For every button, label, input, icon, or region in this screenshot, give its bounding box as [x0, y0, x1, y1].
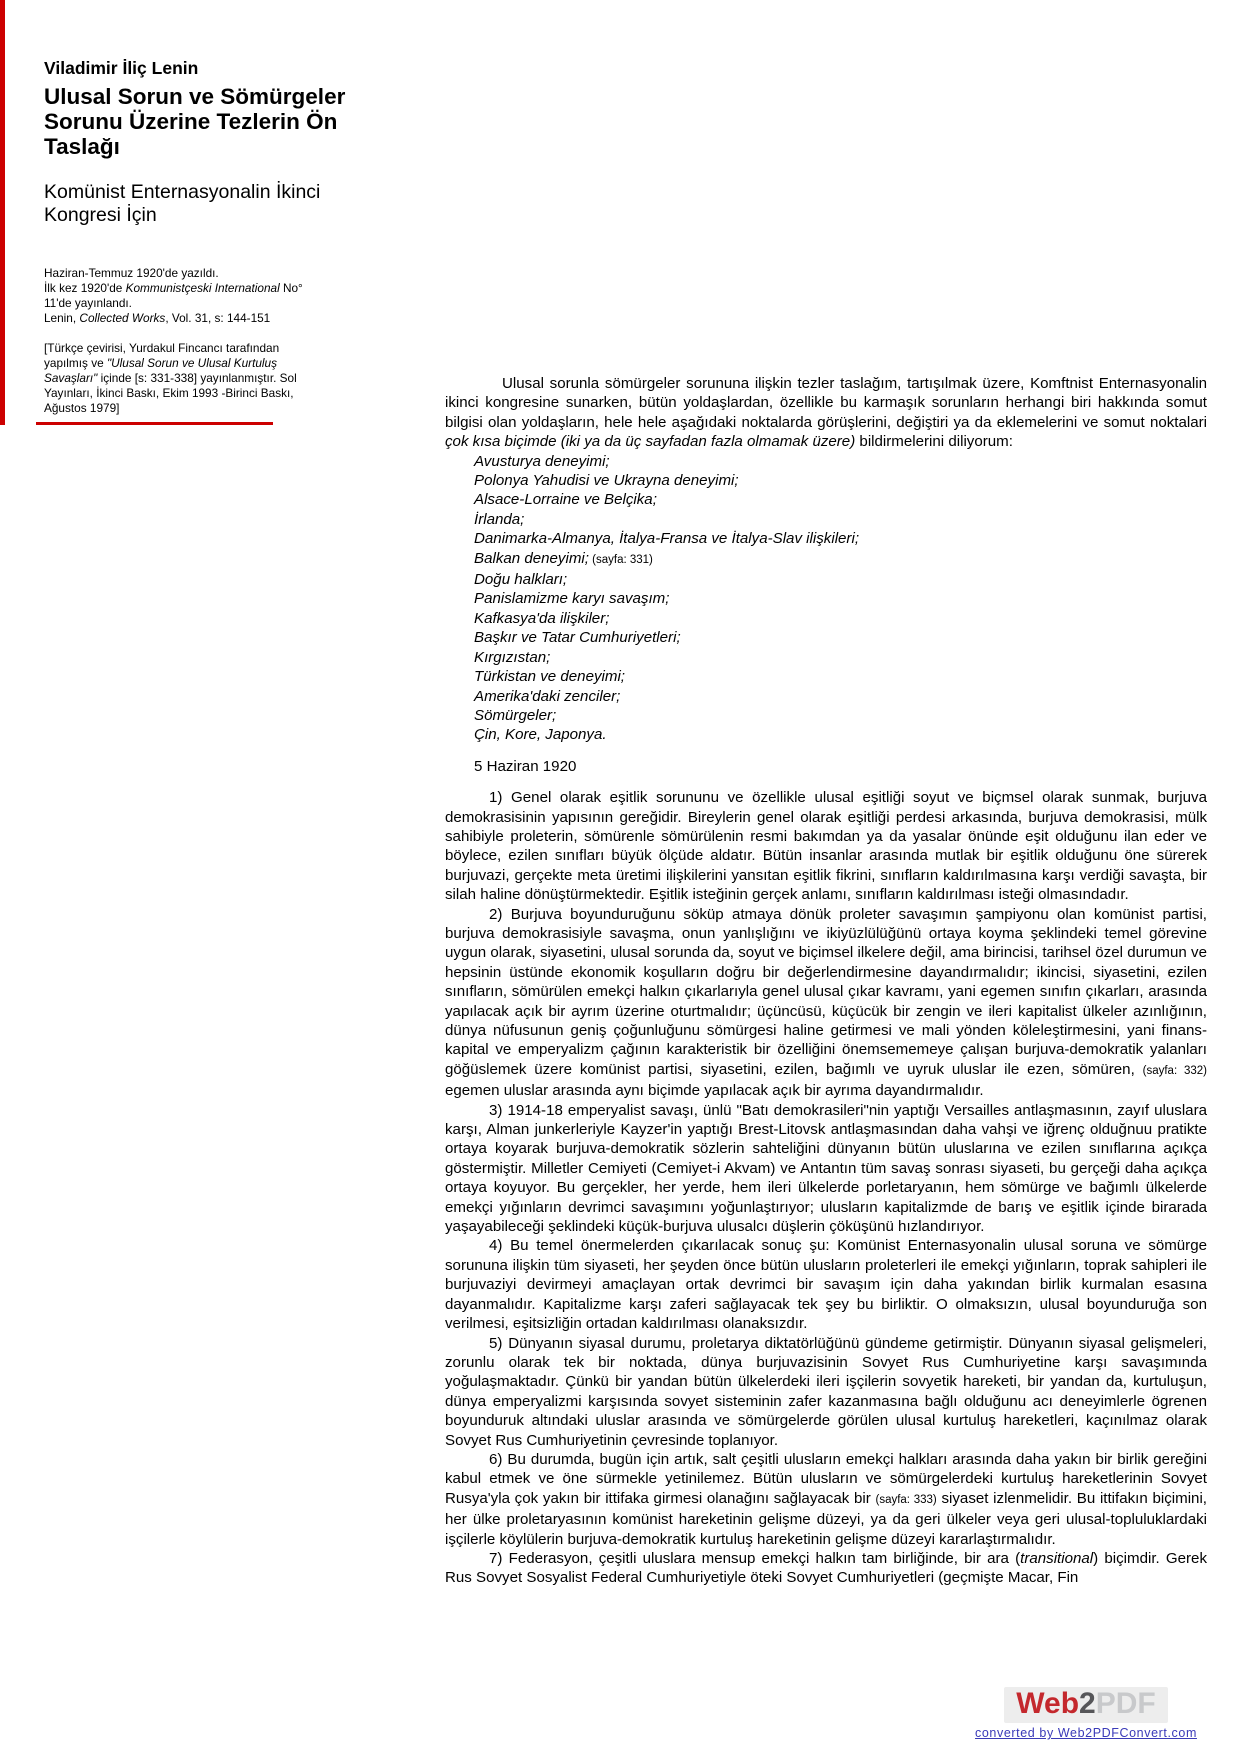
left-red-border-line	[0, 0, 5, 425]
web2pdf-logo	[1004, 1687, 1167, 1723]
body-paragraph: 7) Federasyon, çeşitli uluslara mensup emekçi halkın tam birliğinde, bir ara (transitional) biçimdir. Gerek Rus Sovyet Sosyalist Federal Cumhuriyetiyle öteki Sovyet Cumhuriyetleri (geçmişte Macar, Fin	[445, 1549, 1207, 1587]
topic-item: Alsace-Lorraine ve Belçika;	[474, 491, 657, 509]
intro-paragraph: Ulusal sorunla sömürgeler sorununa ilişkin tezler taslağım, tartışılmak üzere, Komftnist Enternasyonalin ikinci kongresine sunarken, bütün yoldaşlardan, özellikle bu karmaşık sorunların herhangi biri hakkında somut bilgisi olan yoldaşların, hele hele aşağıdaki noktalarda görüşlerini, değiştiri ya da eklemelerini ve somut noktalari çok kısa biçimde (iki ya da üç sayfadan fazla olmamak üzere) bildirmelerini diliyorum:	[445, 375, 1207, 451]
logo-pdf-text: PDF	[1095, 1687, 1156, 1720]
author-line: Viladimir İliç Lenin	[44, 58, 199, 78]
body-paragraph: 5) Dünyanın siyasal durumu, proletarya diktatörlüğünü gündeme getirmiştir. Dünyanın siyasal gelişmeleri, zorunlu olarak tek bir noktada, dünya burjuvazisinin Sovyet Rus Cumhuriyetine karşı savaşımında yoğulaşmaktadır. Çünkü bir yandan bütün ülkelerdeki ileri işçilerin sovyetik hareketi, bir yandan da, kurtuluşun, dünya emperyalizmi karşısında sovyet sisteminin zafer kazanmasına bağlı olduğunu acı deneyimlerle ögrenen boyunduruk altındaki uluslar arasında ve sömürgelerde görülen ulusal kurtuluş hareketleri, kaçınılmaz olarak Sovyet Rus Cumhuriyetinin çevresinde toplanıyor.	[445, 1334, 1207, 1449]
publication-note-line: İlk kez 1920'de Kommunistçeski International No°	[44, 281, 303, 295]
document-title	[44, 84, 345, 159]
document-body	[445, 374, 1207, 1588]
logo-2-text: 2	[1079, 1687, 1096, 1720]
web2pdf-convert-link[interactable]: converted by Web2PDFConvert.com	[975, 1726, 1197, 1740]
title-line: Sorunu Üzerine Tezlerin Ön	[44, 109, 338, 134]
topic-item: İrlanda;	[474, 510, 525, 528]
document-subtitle	[44, 181, 320, 227]
topic-item: Çin, Kore, Japonya.	[474, 726, 607, 744]
translation-note-line: Savaşları" içinde [s: 331-338] yayınlanmıştır. Sol	[44, 371, 297, 385]
publication-note-line: 11'de yayınlandı.	[44, 296, 132, 310]
translation-note-line: Ağustos 1979]	[44, 401, 120, 415]
publication-note	[44, 266, 303, 326]
topic-item: Kırgızıstan;	[474, 648, 551, 666]
topic-item: Türkistan ve deneyimi;	[474, 668, 625, 686]
translation-note-line: Yayınları, İkinci Baskı, Ekim 1993 -Birinci Baskı,	[44, 386, 294, 400]
subtitle-line: Komünist Enternasyonalin İkinci	[44, 181, 321, 203]
title-line: Taslağı	[44, 134, 120, 159]
topic-item: Başkır ve Tatar Cumhuriyetleri;	[474, 629, 681, 647]
subtitle-line: Kongresi İçin	[44, 204, 157, 226]
topic-item: Danimarka-Almanya, İtalya-Fransa ve İtalya-Slav ilişkileri;	[474, 530, 860, 548]
body-paragraph: 6) Bu durumda, bugün için artık, salt çeşitli ulusların emekçi halkları arasında daha yakın bir birlik gereğini kabul etmek ve öne sürmekle yetinilemez. Bütün ulusların ve sömürgelerdeki kurtuluş hareketlerinin Sovyet Rusya'yla çok yakın bir ittifaka girmesi olanağını sağlayacak bir (sayfa: 333) siyaset izlenmelidir. Bu ittifakın biçimini, her ülke proletaryasının komünist hareketinin gelişme düzeyi, ya da geri ülkeler veya geri ulusal-topluluklardaki işçilerle köylülerin burjuva-demokratik kurtuluş hareketinin gelişme düzeyi kararlaştırmalıdır.	[445, 1450, 1207, 1548]
body-paragraph: 3) 1914-18 emperyalist savaşı, ünlü "Batı demokrasileri"nin yaptığı Versailles antlaşmasının, zayıf uluslara karşı, Alman junkerleriyle Kayzer'in yaptığı Brest-Litovsk antlaşmasından daha vahşi ve iğrenç olduğnuu pratikte ortaya koyarak burjuva-demokratik sözlerin sahteliğini dünyanın bütün uluslarına ve ezilen sınıflarına açıkça göstermiştir. Milletler Cemiyeti (Cemiyet-i Akvam) ve Antantın tüm savaş sonrası siyaseti, bu gerçeği daha açıkça ortaya koyuyor. Bu gerçekler, her yerde, hem ileri ülkelerde porletaryanın, hem sömürge ve bağımlı ülkelerde emekçi yığınların devrimci savaşımını yoğunlaştırıyor; ulusların kapitalizmde de barış ve eşitlik içinde birarada yaşayabileceği şeklindeki küçük-burjuva ulusalcı düşlerin çöküşünü hızlandırıyor.	[445, 1101, 1207, 1236]
web2pdf-footer	[960, 1687, 1212, 1740]
red-horizontal-rule	[36, 422, 273, 425]
topic-item: Kafkasya'da ilişkiler;	[474, 609, 610, 627]
title-line: Ulusal Sorun ve Sömürgeler	[44, 84, 346, 109]
publication-note-line: Lenin, Collected Works, Vol. 31, s: 144-151	[44, 311, 271, 325]
body-paragraph: 2) Burjuva boyunduruğunu söküp atmaya dönük proleter savaşımın şampiyonu olan komünist partisi, burjuva demokrasisiyle savaşma, onun yanlışlığını ve ikiyüzlülüğünü ortaya koyma şeklindeki temel görevine uygun olarak, siyasetini, ulusal sorunda da, soyut ve biçimsel ilkelere değil, ama birincisi, tarihsel özel durumun ve hepsinin üstünde ekonomik koşulların doğru bir değerlendirmesine dayandırmalıdır; ikincisi, siyasetini, ezilen sınıfların, sömürülen emekçi halkın çıkarlarıyla genel ulusal çıkar kavramı, yani egemen sınıfın çıkarları, arasında yapılacak açık bir ayrım üzerine oturtmalıdır; üçüncüsü, küçücük bir zengin ve ileri kapitalist ülkeler azınlığının, dünya nüfusunun geniş çoğunluğunu sömürgesi haline getirmesi ve mali yönden köleleştirmesini, yani finans-kapital ve emperyalizm çağının karakteristik bir özelliğini önemsememeye çalışan burjuva-demokratik yalanları göğüslemek üzere komünist partisi, siyasetini, ezilen, bağımlı ve uyruk uluslar ile ezen, sömüren, (sayfa: 332) egemen uluslar arasında aynı biçimde yapılacak açık bir ayrıma dayandırmalıdır.	[445, 905, 1207, 1100]
body-paragraph: 4) Bu temel önermelerden çıkarılacak sonuç şu: Komünist Enternasyonalin ulusal soruna ve sömürge sorununa ilişkin tüm siyaseti, her şeyden önce bütün ulusların proleterleri ile emekçi yığınların, toprak sahipleri ile burjuvaziyi devirmeyi amaçlayan ortak devrimci bir savaşım için daha yakından birlik kurmalan esasına dayanmalıdır. Kapitalizme karşı zaferi sağlayacak tek şey bu birliktir. O olmaksızın, ulusal boyunduruğa son verilmesi, eşitsizliğin ortadan kaldırılması olanaksızdır.	[445, 1237, 1207, 1333]
translation-note	[44, 341, 297, 416]
body-paragraph: 1) Genel olarak eşitlik sorununu ve özellikle ulusal eşitliği soyut ve biçmsel olarak sunmak, burjuva demokrasisinin yapısının gereğidir. Bireylerin genel olarak eşitliği perdesi arkasında, burjuva demokrasisi, mülk sahibiyle proleterin, sömürenle sömürülenin resmi bakımdan ya da yasalar önünde eşit olduğunu ilan eder ve böylece, ezilen sınıfları büyük ölçüde aldatır. Bütün insanlar arasında mutlak bir eşitlik olduğunu öne sürerek burjuvazi, gerçekte meta üretimi ilişkilerini yansıtan eşitlik fikrini, sınıfların kaldırılmasına karşı verdiği savaşta, bir silah haline dönüştürmektedir. Eşitlik isteğinin gerçek anlamı, sınıfların kaldırılması isteği olmasındadır.	[445, 789, 1207, 904]
theses-paragraphs	[445, 788, 1207, 1588]
date-line: 5 Haziran 1920	[474, 757, 577, 775]
topics-list	[445, 452, 1207, 745]
topic-item: Amerika'daki zenciler;	[474, 687, 621, 705]
topic-item: Avusturya deneyimi;	[474, 452, 610, 470]
topic-item: Polonya Yahudisi ve Ukrayna deneyimi;	[474, 472, 739, 490]
publication-note-line: Haziran-Temmuz 1920'de yazıldı.	[44, 266, 219, 280]
topic-item: Doğu halkları;	[474, 571, 568, 589]
translation-note-line: [Türkçe çevirisi, Yurdakul Fincancı tarafından	[44, 341, 280, 355]
logo-web-text: Web	[1016, 1687, 1080, 1720]
topic-item: Sömürgeler;	[474, 706, 557, 724]
translation-note-line: yapılmış ve "Ulusal Sorun ve Ulusal Kurtuluş	[44, 356, 278, 370]
topic-item: Balkan deneyimi; (sayfa: 331)	[474, 549, 653, 567]
topic-item: Panislamizme karyı savaşım;	[474, 590, 670, 608]
